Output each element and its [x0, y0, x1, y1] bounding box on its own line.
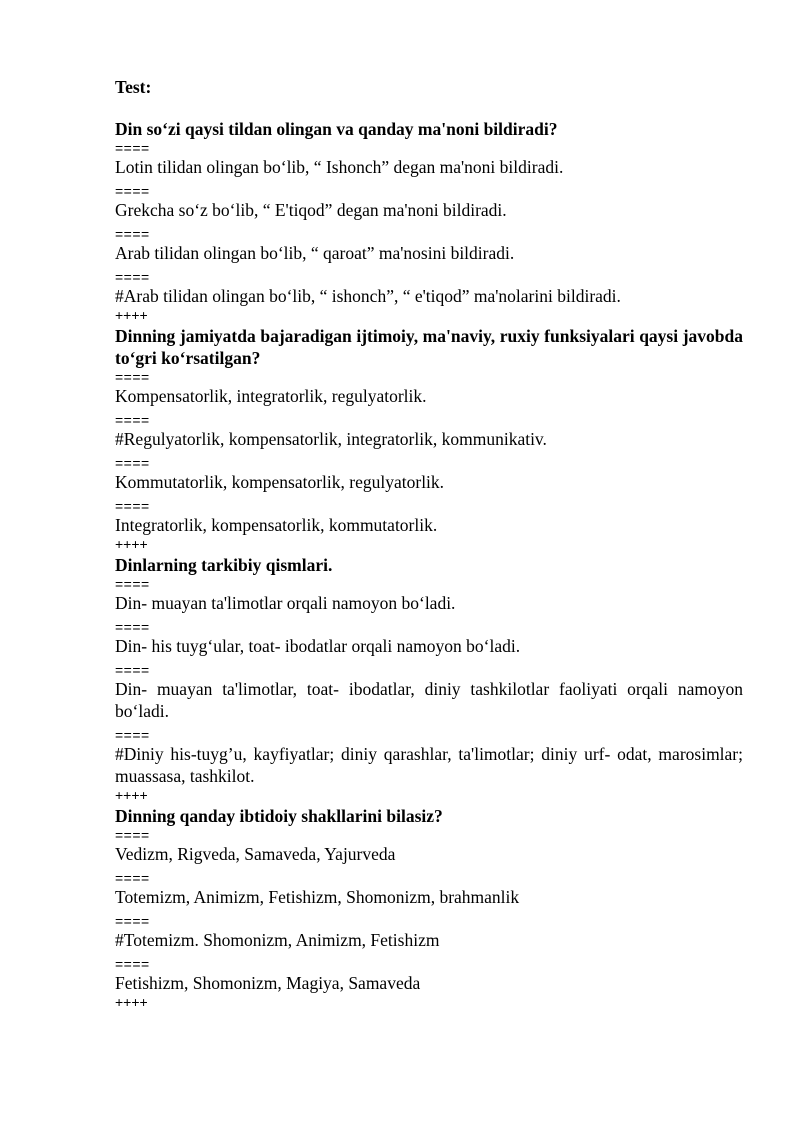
question-text: Din so‘zi qaysi tildan olingan va qanday ma'noni bildiradi?	[115, 119, 558, 139]
answer-option: Din- his tuyg‘ular, toat- ibodatlar orqali namoyon bo‘ladi.	[115, 636, 521, 656]
answer-option: Lotin tilidan olingan bo‘lib, “ Ishonch” degan ma'noni bildiradi.	[115, 157, 564, 177]
answer-option: Arab tilidan olingan bo‘lib, “ qaroat” ma'nosini bildiradi.	[115, 243, 515, 263]
question-block	[115, 554, 743, 803]
answer-option: Kommutatorlik, kompensatorlik, regulyatorlik.	[115, 472, 445, 492]
separator: ====	[115, 956, 150, 972]
question-block	[115, 805, 743, 1010]
separator: ====	[115, 269, 150, 285]
separator: ====	[115, 870, 150, 886]
question-text: Dinning qanday ibtidoiy shakllarini bilasiz?	[115, 806, 443, 826]
answer-option: Vedizm, Rigveda, Samaveda, Yajurveda	[115, 844, 396, 864]
separator: ====	[115, 913, 150, 929]
separator: ====	[115, 369, 150, 385]
separator: ====	[115, 576, 150, 592]
separator: ====	[115, 140, 150, 156]
answer-option: Grekcha so‘z bo‘lib, “ E'tiqod” degan ma'noni bildiradi.	[115, 200, 507, 220]
answer-option-correct: #Totemizm. Shomonizm, Animizm, Fetishizm	[115, 930, 440, 950]
answer-option: Fetishizm, Shomonizm, Magiya, Samaveda	[115, 973, 421, 993]
separator: ====	[115, 412, 150, 428]
end-marker: ++++	[115, 307, 148, 323]
question-text: Dinlarning tarkibiy qismlari.	[115, 555, 333, 575]
separator: ====	[115, 183, 150, 199]
end-marker: ++++	[115, 994, 148, 1010]
answer-option: Din- muayan ta'limotlar orqali namoyon bo‘ladi.	[115, 593, 456, 613]
answer-option-correct: #Diniy his-tuyg’u, kayfiyatlar; diniy qarashlar, ta'limotlar; diniy urf- odat, marosimlar; muassasa, tashkilot.	[115, 744, 743, 786]
separator: ====	[115, 226, 150, 242]
separator: ====	[115, 662, 150, 678]
separator: ====	[115, 827, 150, 843]
end-marker: ++++	[115, 536, 148, 552]
separator: ====	[115, 619, 150, 635]
question-block	[115, 325, 743, 552]
page-heading: Test:	[115, 77, 152, 97]
answer-option: Totemizm, Animizm, Fetishizm, Shomonizm, brahmanlik	[115, 887, 520, 907]
answer-option-correct: #Arab tilidan olingan bo‘lib, “ ishonch”, “ e'tiqod” ma'nolarini bildiradi.	[115, 286, 621, 306]
separator: ====	[115, 455, 150, 471]
answer-option: Integratorlik, kompensatorlik, kommutatorlik.	[115, 515, 438, 535]
document-page	[115, 76, 743, 1012]
end-marker: ++++	[115, 787, 148, 803]
separator: ====	[115, 727, 150, 743]
answer-option: Din- muayan ta'limotlar, toat- ibodatlar, diniy tashkilotlar faoliyati orqali namoyon bo‘ladi.	[115, 679, 743, 721]
answer-option: Kompensatorlik, integratorlik, regulyatorlik.	[115, 386, 427, 406]
separator: ====	[115, 498, 150, 514]
question-text: Dinning jamiyatda bajaradigan ijtimoiy, ma'naviy, ruxiy funksiyalari qaysi javobda to‘gri ko‘rsatilgan?	[115, 326, 743, 368]
answer-option-correct: #Regulyatorlik, kompensatorlik, integratorlik, kommunikativ.	[115, 429, 547, 449]
question-block	[115, 118, 743, 323]
